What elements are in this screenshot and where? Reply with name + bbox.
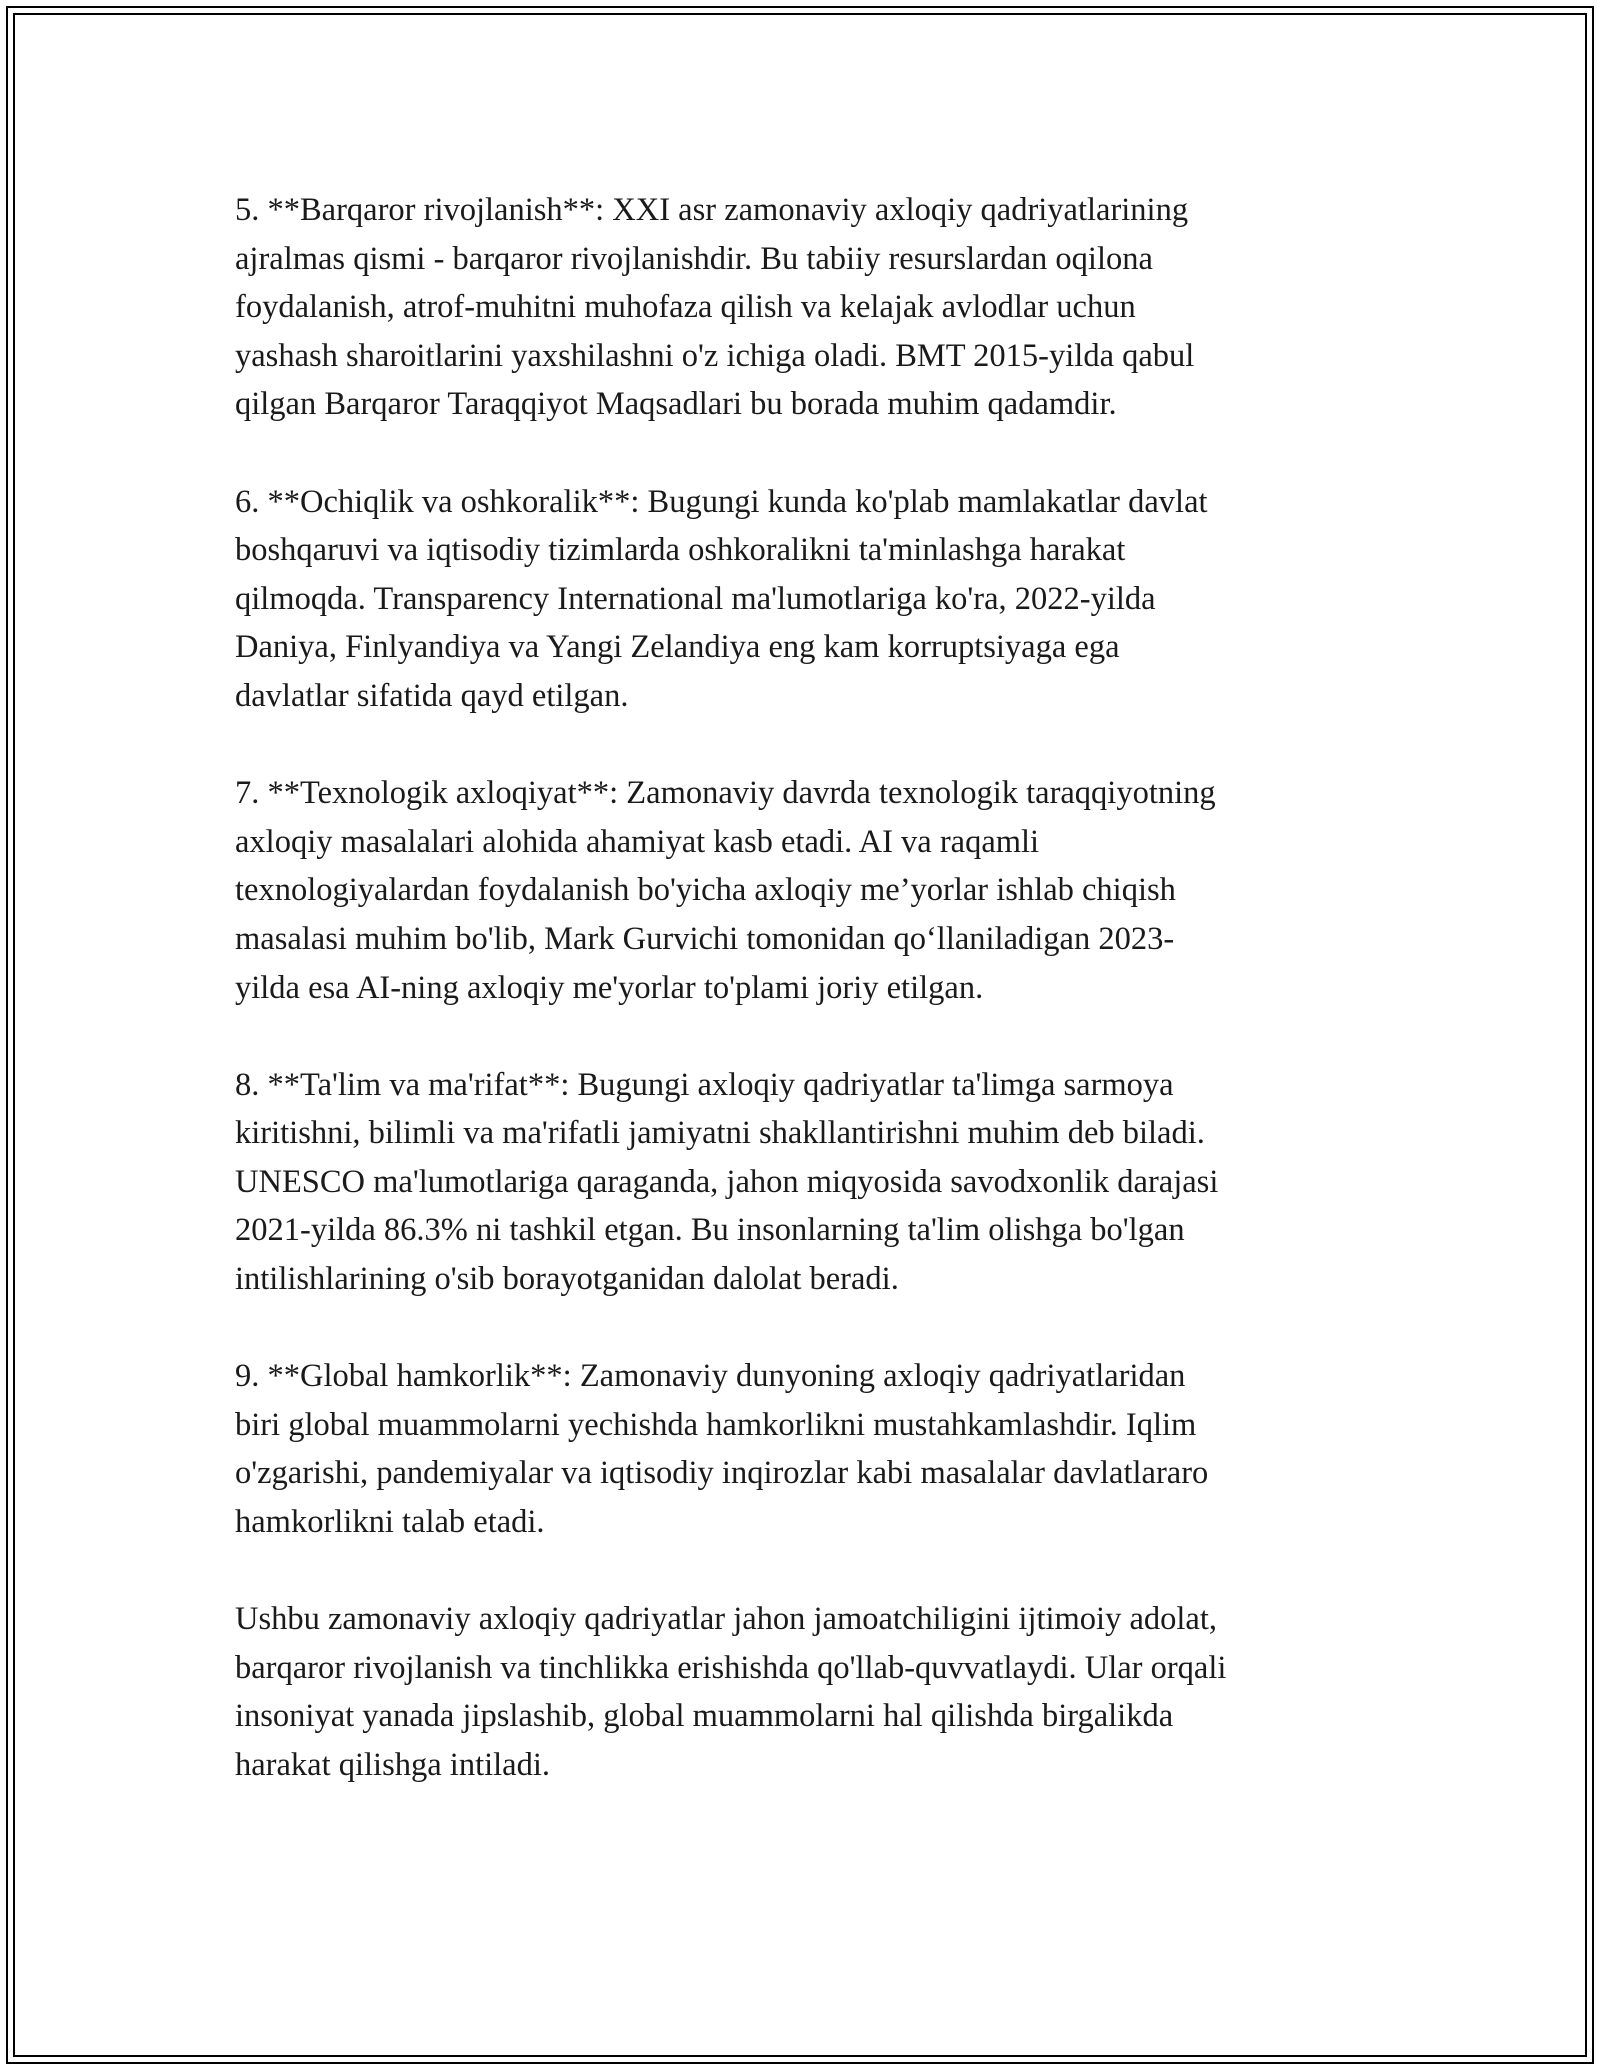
paragraph-conclusion: Ushbu zamonaviy axloqiy qadriyatlar jahon jamoatchiligini ijtimoiy adolat, barqaror rivojlanish va tinchlikka erishishda qo'llab-quvvatlaydi. Ular orqali insoniyat yanada jipslashib, global muammolarni hal qilishda birgalikda harakat qilishga intiladi. xyxy=(235,1601,1227,1783)
paragraph-sustainable-development: 5. **Barqaror rivojlanish**: XXI asr zamonaviy axloqiy qadriyatlarining ajralmas qismi - barqaror rivojlanishdir. Bu tabiiy resurslardan oqilona foydalanish, atrof-muhitni muhofaza qilish va kelajak avlodlar uchun yashash sharoitlarini yaxshilashni o'z ichiga oladi. BMT 2015-yilda qabul qilgan Barqaror Taraqqiyot Maqsadlari bu borada muhim qadamdir. xyxy=(235,192,1195,423)
paragraph-global-cooperation: 9. **Global hamkorlik**: Zamonaviy dunyoning axloqiy qadriyatlaridan biri global muammolarni yechishda hamkorlikni mustahkamlashdir. Iqlim o'zgarishi, pandemiyalar va iqtisodiy inqirozlar kabi masalalar davlatlararo hamkorlikni talab etadi. xyxy=(235,1358,1209,1541)
paragraph-technological-ethics: 7. **Texnologik axloqiyat**: Zamonaviy davrda texnologik taraqqiyotning axloqiy masalalari alohida ahamiyat kasb etadi. AI va raqamli texnologiyalardan foydalanish bo'yicha axloqiy me’yorlar ishlab chiqish masalasi muhim bo'lib, Mark Gurvichi tomonidan qo‘llaniladigan 2023- yilda esa AI-ning axloqiy me'yorlar to'plami joriy etilgan. xyxy=(235,775,1216,1006)
paragraph-education-enlightenment: 8. **Ta'lim va ma'rifat**: Bugungi axloqiy qadriyatlar ta'limga sarmoya kiritishni, bilimli va ma'rifatli jamiyatni shakllantirishni muhim deb biladi. UNESCO ma'lumotlariga qaraganda, jahon miqyosida savodxonlik darajasi 2021-yilda 86.3% ni tashkil etgan. Bu insonlarning ta'lim olishga bo'lgan intilishlarining o'sib borayotganidan dalolat beradi. xyxy=(235,1066,1219,1298)
paragraph-openness-transparency: 6. **Ochiqlik va oshkoralik**: Bugungi kunda ko'plab mamlakatlar davlat boshqaruvi va iqtisodiy tizimlarda oshkoralikni ta'minlashga harakat qilmoqda. Transparency International ma'lumotlariga ko'ra, 2022-yilda Daniya, Finlyandiya va Yangi Zelandiya eng kam korruptsiyaga ega davlatlar sifatida qayd etilgan. xyxy=(235,483,1208,714)
document-body xyxy=(235,186,1375,1838)
